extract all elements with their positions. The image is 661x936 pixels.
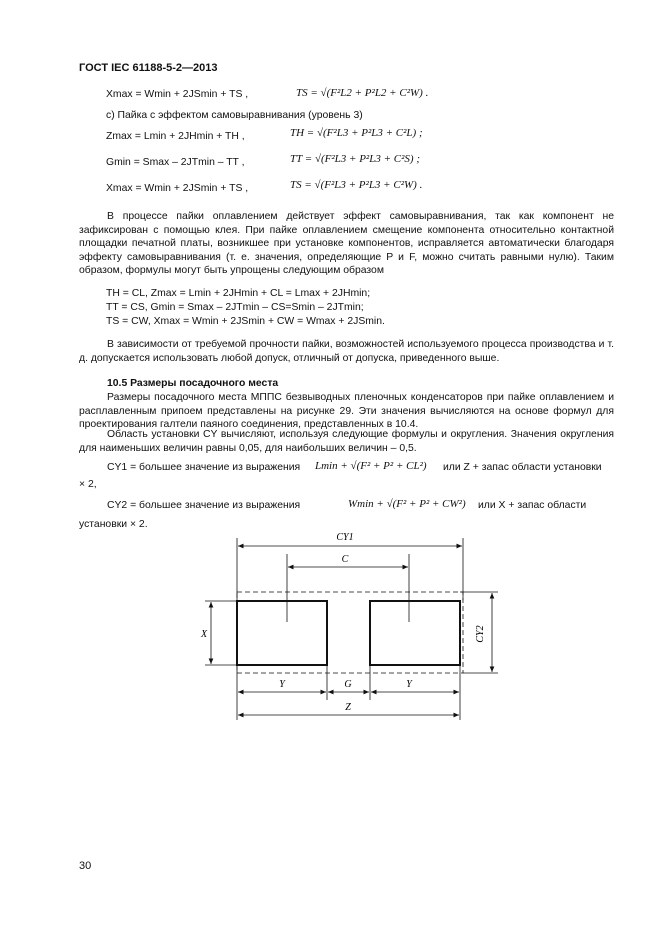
page-number: 30 [79,860,92,872]
y-right-label: Y [406,679,412,690]
list-item-c: c) Пайка с эффектом самовыравнивания (уровень 3) [106,110,363,121]
document-header: ГОСТ IEC 61188-5-2—2013 [79,62,218,74]
eq-row-left: Zmax = Lmin + 2JHmin + TH , [106,131,245,142]
y-left-label: Y [279,679,285,690]
eq-row-right: TS = √(F²L2 + P²L2 + C²W) . [296,87,429,99]
cy1-label: CY1 [336,532,354,543]
cy1-suffix: или Z + запас области установки [443,462,602,473]
cy2-suffix: или X + запас области [478,500,587,511]
right-pad [370,601,460,665]
courtyard-outline [237,592,463,673]
c-label: C [341,554,349,565]
g-label: G [344,679,352,690]
cy2-label: CY2 [475,625,486,643]
eq-row-right: TS = √(F²L3 + P²L3 + C²W) . [290,179,423,191]
simplified-formula: TT = CS, Gmin = Smax – 2JTmin – CS=Smin – 2JTmin; [106,302,364,313]
paragraph-tolerance: В зависимости от требуемой прочности пайки, возможностей используемого процесса производства и т. д. допускается использовать любой допуск, отличный от допуска, приведенного выше. [79,339,614,364]
cy1-formula: Lmin + √(F² + P² + CL²) [315,460,427,472]
paragraph-self-alignment: В процессе пайки оплавлением действует эффект самовыравнивания, так как компонент не зафиксирован с помощью клея. При пайке оплавлением смещение компонента относительно контактной площадки печатной платы, возникшее при установке компонентов, исправляется автоматически благодаря эффекту самовыравнивания (т. е. значения, определяющие P и F, можно считать равными нулю). Таким образом, формулы могут быть упрощены следующим образом [79,211,614,276]
simplified-formula: TS = CW, Xmax = Wmin + 2JSmin + CW = Wmax + 2JSmin. [106,316,385,327]
cy2-prefix: CY2 = большее значение из выражения [107,500,301,511]
z-label: Z [345,702,351,713]
paragraph-land-pattern: Размеры посадочного места МППС безвыводных пленочных конденсаторов при пайке оплавлением и расплавленным припоем представлены на рисунке 29. Эти значения вычисляются на основе формул для проектирования галтели паяного соединения, представленных в 10.4. [79,392,614,430]
cy2-formula: Wmin + √(F² + P² + CW²) [348,498,466,510]
eq-row-left: Gmin = Smax – 2JTmin – TT , [106,157,245,168]
left-pad [237,601,327,665]
eq-row-left: Xmax = Wmin + 2JSmin + TS , [106,89,249,100]
cy1-prefix: CY1 = большее значение из выражения [107,462,301,473]
eq-row-right: TT = √(F²L3 + P²L3 + C²S) ; [290,153,420,165]
cy2-continuation: установки × 2. [79,519,148,530]
section-heading: 10.5 Размеры посадочного места [107,378,279,389]
eq-row-left: Xmax = Wmin + 2JSmin + TS , [106,183,249,194]
paragraph-courtyard: Область установки CY вычисляют, используя следующие формулы и округления. Значения округления для наименьших величин равны 0,05, для наибольших величин – 0,5. [79,429,614,454]
simplified-formula: TH = CL, Zmax = Lmin + 2JHmin + CL = Lmax + 2JHmin; [106,288,371,299]
land-pattern-figure [180,530,510,725]
x-label: X [200,629,208,640]
cy1-continuation: × 2, [79,479,97,490]
eq-row-right: TH = √(F²L3 + P²L3 + C²L) ; [290,127,423,139]
